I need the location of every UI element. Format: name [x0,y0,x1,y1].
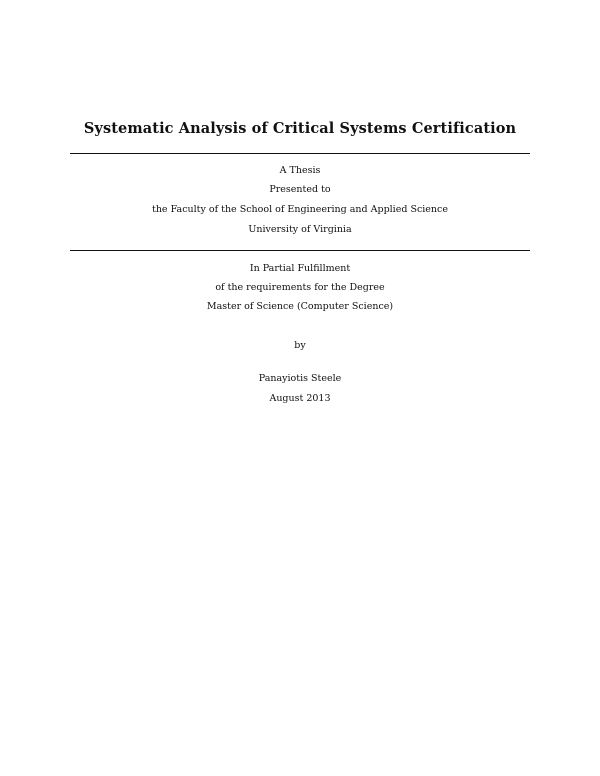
thesis-title: Systematic Analysis of Critical Systems Certification [83,120,517,137]
thesis-label: A Thesis [279,165,321,176]
author-name: Panayiotis Steele [258,373,342,384]
requirements-line: of the requirements for the Degree [215,282,385,293]
university-line: University of Virginia [248,224,352,235]
by-label: by [294,340,306,351]
degree-line: Master of Science (Computer Science) [206,301,394,312]
faculty-line: the Faculty of the School of Engineering and Applied Science [152,204,448,215]
middle-divider [70,250,530,251]
top-divider [70,153,530,154]
presented-to-label: Presented to [269,184,331,195]
submission-date: August 2013 [269,393,331,404]
fulfillment-line: In Partial Fulfillment [249,263,351,274]
